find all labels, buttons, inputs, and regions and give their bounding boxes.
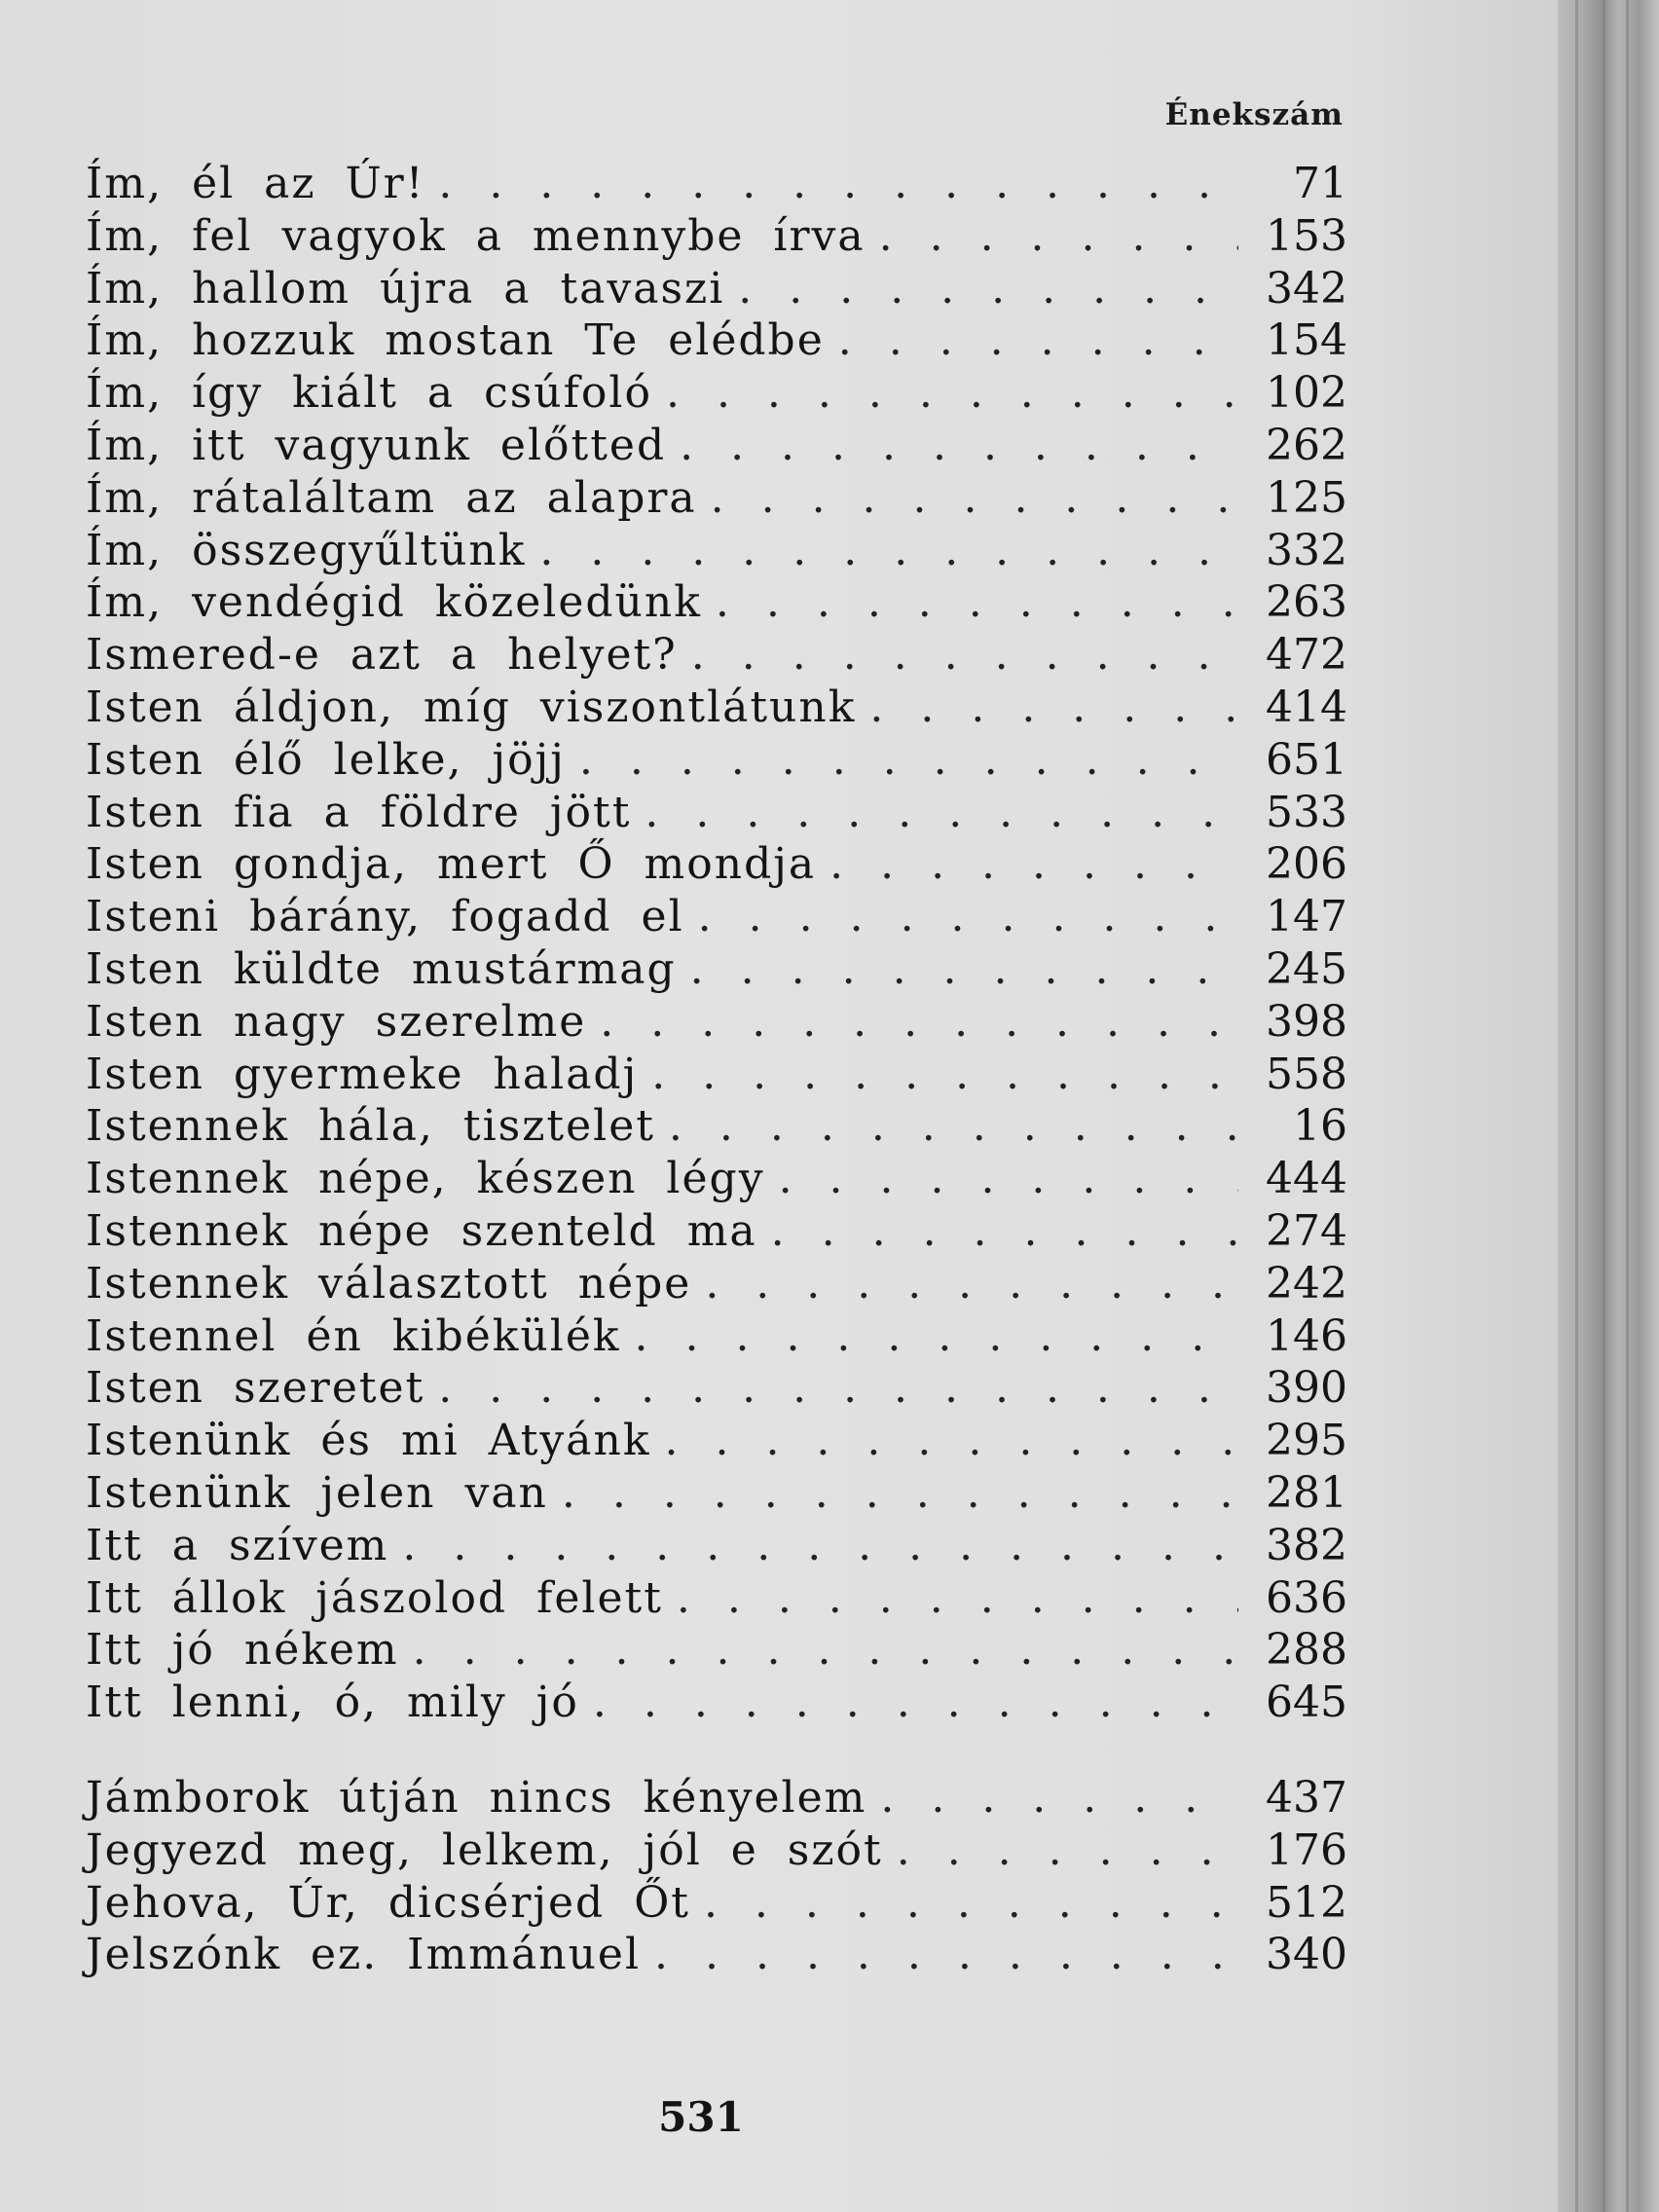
entry-title: Ím, rátaláltam az alapra bbox=[86, 472, 697, 523]
index-entry bbox=[86, 943, 1347, 996]
entry-number: 437 bbox=[1266, 1772, 1347, 1823]
dot-leader bbox=[738, 263, 1238, 315]
book-page-edge bbox=[1558, 0, 1659, 2212]
entry-title: Itt a szívem bbox=[86, 1520, 389, 1570]
index-entry bbox=[86, 1929, 1347, 1981]
entry-number: 295 bbox=[1266, 1416, 1347, 1466]
dot-leader bbox=[413, 1624, 1238, 1677]
entry-title: Istennek választott népe bbox=[86, 1258, 692, 1309]
index-entry bbox=[86, 1362, 1347, 1415]
entry-title: Istenünk és mi Atyánk bbox=[86, 1416, 651, 1466]
entry-title: Istennek népe, készen légy bbox=[86, 1154, 765, 1204]
dot-leader bbox=[665, 1415, 1238, 1467]
entry-title: Istennek népe szenteld ma bbox=[86, 1205, 757, 1256]
dot-leader bbox=[771, 1205, 1238, 1258]
entry-number: 147 bbox=[1266, 892, 1347, 942]
index-entry bbox=[86, 1624, 1347, 1677]
dot-leader bbox=[830, 838, 1238, 891]
entry-title: Jegyezd meg, lelkem, jól e szót bbox=[86, 1825, 883, 1875]
index-entry bbox=[86, 420, 1347, 472]
dot-leader bbox=[438, 158, 1238, 210]
index-entry bbox=[86, 158, 1347, 210]
dot-leader bbox=[645, 787, 1238, 839]
entry-number: 102 bbox=[1266, 368, 1347, 419]
index-entry bbox=[86, 682, 1347, 734]
index-entry bbox=[86, 891, 1347, 943]
entry-title: Istennek hála, tisztelet bbox=[86, 1101, 655, 1152]
dot-leader bbox=[680, 420, 1238, 472]
entry-number: 414 bbox=[1266, 682, 1347, 732]
index-entry bbox=[86, 1205, 1347, 1258]
index-entry bbox=[86, 734, 1347, 787]
entry-title: Isten szeretet bbox=[86, 1363, 425, 1414]
dot-leader bbox=[705, 1258, 1238, 1310]
index-entry bbox=[86, 1467, 1347, 1520]
index-entry bbox=[86, 525, 1347, 577]
dot-leader bbox=[779, 1153, 1238, 1205]
entry-title: Ím, hallom újra a tavaszi bbox=[86, 263, 725, 313]
dot-leader bbox=[704, 1877, 1238, 1930]
entry-number: 146 bbox=[1266, 1310, 1347, 1361]
entry-title: Ím, él az Úr! bbox=[86, 159, 425, 208]
page-edge-line bbox=[1626, 0, 1629, 2212]
index-entry bbox=[86, 1310, 1347, 1363]
dot-leader bbox=[579, 734, 1238, 787]
dot-leader bbox=[438, 1362, 1238, 1415]
entry-number: 512 bbox=[1266, 1877, 1347, 1928]
index-entry bbox=[86, 472, 1347, 525]
index-entry bbox=[86, 1520, 1347, 1572]
entry-title: Ím, összegyűltünk bbox=[86, 525, 527, 575]
dot-leader bbox=[880, 1772, 1238, 1825]
index-entry bbox=[86, 576, 1347, 629]
entry-number: 262 bbox=[1266, 420, 1347, 470]
dot-leader bbox=[897, 1825, 1238, 1877]
index-entry bbox=[86, 838, 1347, 891]
dot-leader bbox=[690, 943, 1238, 996]
entry-title: Isten gondja, mert Ő mondja bbox=[86, 839, 817, 890]
entry-title: Istennel én kibékülék bbox=[86, 1310, 621, 1361]
dot-leader bbox=[402, 1520, 1238, 1572]
index-entry bbox=[86, 1153, 1347, 1205]
entry-number: 332 bbox=[1266, 525, 1347, 575]
entry-title: Itt lenni, ó, mily jó bbox=[86, 1677, 579, 1728]
entry-number: 16 bbox=[1293, 1101, 1347, 1152]
dot-leader bbox=[666, 367, 1238, 420]
entry-number: 558 bbox=[1266, 1049, 1347, 1099]
dot-leader bbox=[677, 1572, 1238, 1625]
entry-number: 472 bbox=[1266, 630, 1347, 681]
entry-number: 242 bbox=[1266, 1258, 1347, 1309]
dot-leader bbox=[691, 629, 1238, 682]
entry-title: Isten élő lelke, jöjj bbox=[86, 734, 566, 785]
index-entry bbox=[86, 1415, 1347, 1467]
entry-title: Isten áldjon, míg viszontlátunk bbox=[86, 682, 857, 732]
dot-leader bbox=[711, 472, 1238, 525]
entry-title: Jámborok útján nincs kényelem bbox=[86, 1772, 867, 1823]
entry-title: Isten nagy szerelme bbox=[86, 996, 587, 1047]
entry-number: 340 bbox=[1266, 1930, 1347, 1980]
entry-title: Istenünk jelen van bbox=[86, 1467, 548, 1518]
dot-leader bbox=[635, 1310, 1238, 1363]
entry-title: Jehova, Úr, dicsérjed Őt bbox=[86, 1877, 690, 1928]
index-entry bbox=[86, 1772, 1347, 1825]
column-header-song-number: Énekszám bbox=[1164, 97, 1344, 132]
entry-number: 154 bbox=[1266, 315, 1347, 366]
dot-leader bbox=[539, 525, 1238, 577]
index-entry bbox=[86, 787, 1347, 839]
dot-leader bbox=[651, 1049, 1238, 1101]
entry-number: 263 bbox=[1266, 577, 1347, 628]
entry-title: Ím, fel vagyok a mennybe írva bbox=[86, 210, 866, 261]
entry-title: Ismered-e azt a helyet? bbox=[86, 630, 678, 681]
index-entry bbox=[86, 1049, 1347, 1101]
entry-number: 281 bbox=[1266, 1467, 1347, 1518]
entry-title: Isteni bárány, fogadd el bbox=[86, 892, 684, 942]
index-entry bbox=[86, 1100, 1347, 1153]
index-entry bbox=[86, 1572, 1347, 1625]
page-edge-line bbox=[1575, 0, 1578, 2212]
index-entry bbox=[86, 1258, 1347, 1310]
dot-leader bbox=[879, 210, 1238, 263]
entry-number: 645 bbox=[1266, 1677, 1347, 1728]
entry-number: 651 bbox=[1266, 734, 1347, 785]
dot-leader bbox=[654, 1929, 1238, 1981]
entry-number: 274 bbox=[1266, 1205, 1347, 1256]
entry-title: Itt állok jászolod felett bbox=[86, 1572, 663, 1623]
index-entry bbox=[86, 629, 1347, 682]
dot-leader bbox=[698, 891, 1238, 943]
dot-leader bbox=[669, 1100, 1238, 1153]
entry-title: Ím, itt vagyunk előtted bbox=[86, 420, 667, 470]
index-entry bbox=[86, 1677, 1347, 1729]
entry-number: 636 bbox=[1266, 1572, 1347, 1623]
dot-leader bbox=[716, 576, 1238, 629]
index-entry bbox=[86, 367, 1347, 420]
dot-leader bbox=[838, 314, 1238, 367]
dot-leader bbox=[600, 996, 1238, 1049]
entry-number: 245 bbox=[1266, 943, 1347, 994]
page-number: 531 bbox=[658, 2093, 744, 2141]
entry-number: 390 bbox=[1266, 1363, 1347, 1414]
entry-number: 125 bbox=[1266, 472, 1347, 523]
dot-leader bbox=[593, 1677, 1238, 1729]
dot-leader bbox=[562, 1467, 1238, 1520]
entry-title: Isten gyermeke haladj bbox=[86, 1049, 639, 1099]
index-entry bbox=[86, 1877, 1347, 1930]
dot-leader bbox=[869, 682, 1238, 734]
entry-number: 288 bbox=[1266, 1625, 1347, 1676]
entry-number: 444 bbox=[1266, 1154, 1347, 1204]
index-entry bbox=[86, 1825, 1347, 1877]
entry-number: 206 bbox=[1266, 839, 1347, 890]
entry-title: Isten fia a földre jött bbox=[86, 787, 632, 837]
entry-title: Isten küldte mustármag bbox=[86, 943, 677, 994]
index-entry bbox=[86, 996, 1347, 1049]
page-edge-line bbox=[1603, 0, 1605, 2212]
entry-number: 342 bbox=[1266, 263, 1347, 313]
entry-number: 153 bbox=[1266, 210, 1347, 261]
entry-number: 382 bbox=[1266, 1520, 1347, 1570]
entry-title: Jelszónk ez. Immánuel bbox=[86, 1930, 642, 1980]
entry-title: Ím, hozzuk mostan Te elédbe bbox=[86, 315, 825, 366]
entry-number: 71 bbox=[1293, 159, 1347, 208]
song-index-list bbox=[86, 158, 1347, 1981]
entry-number: 533 bbox=[1266, 787, 1347, 837]
entry-number: 176 bbox=[1266, 1825, 1347, 1875]
index-entry bbox=[86, 314, 1347, 367]
index-entry bbox=[86, 210, 1347, 263]
index-entry bbox=[86, 263, 1347, 315]
entry-title: Ím, vendégid közeledünk bbox=[86, 577, 702, 628]
entry-title: Itt jó nékem bbox=[86, 1625, 399, 1676]
entry-number: 398 bbox=[1266, 996, 1347, 1047]
entry-title: Ím, így kiált a csúfoló bbox=[86, 368, 652, 419]
